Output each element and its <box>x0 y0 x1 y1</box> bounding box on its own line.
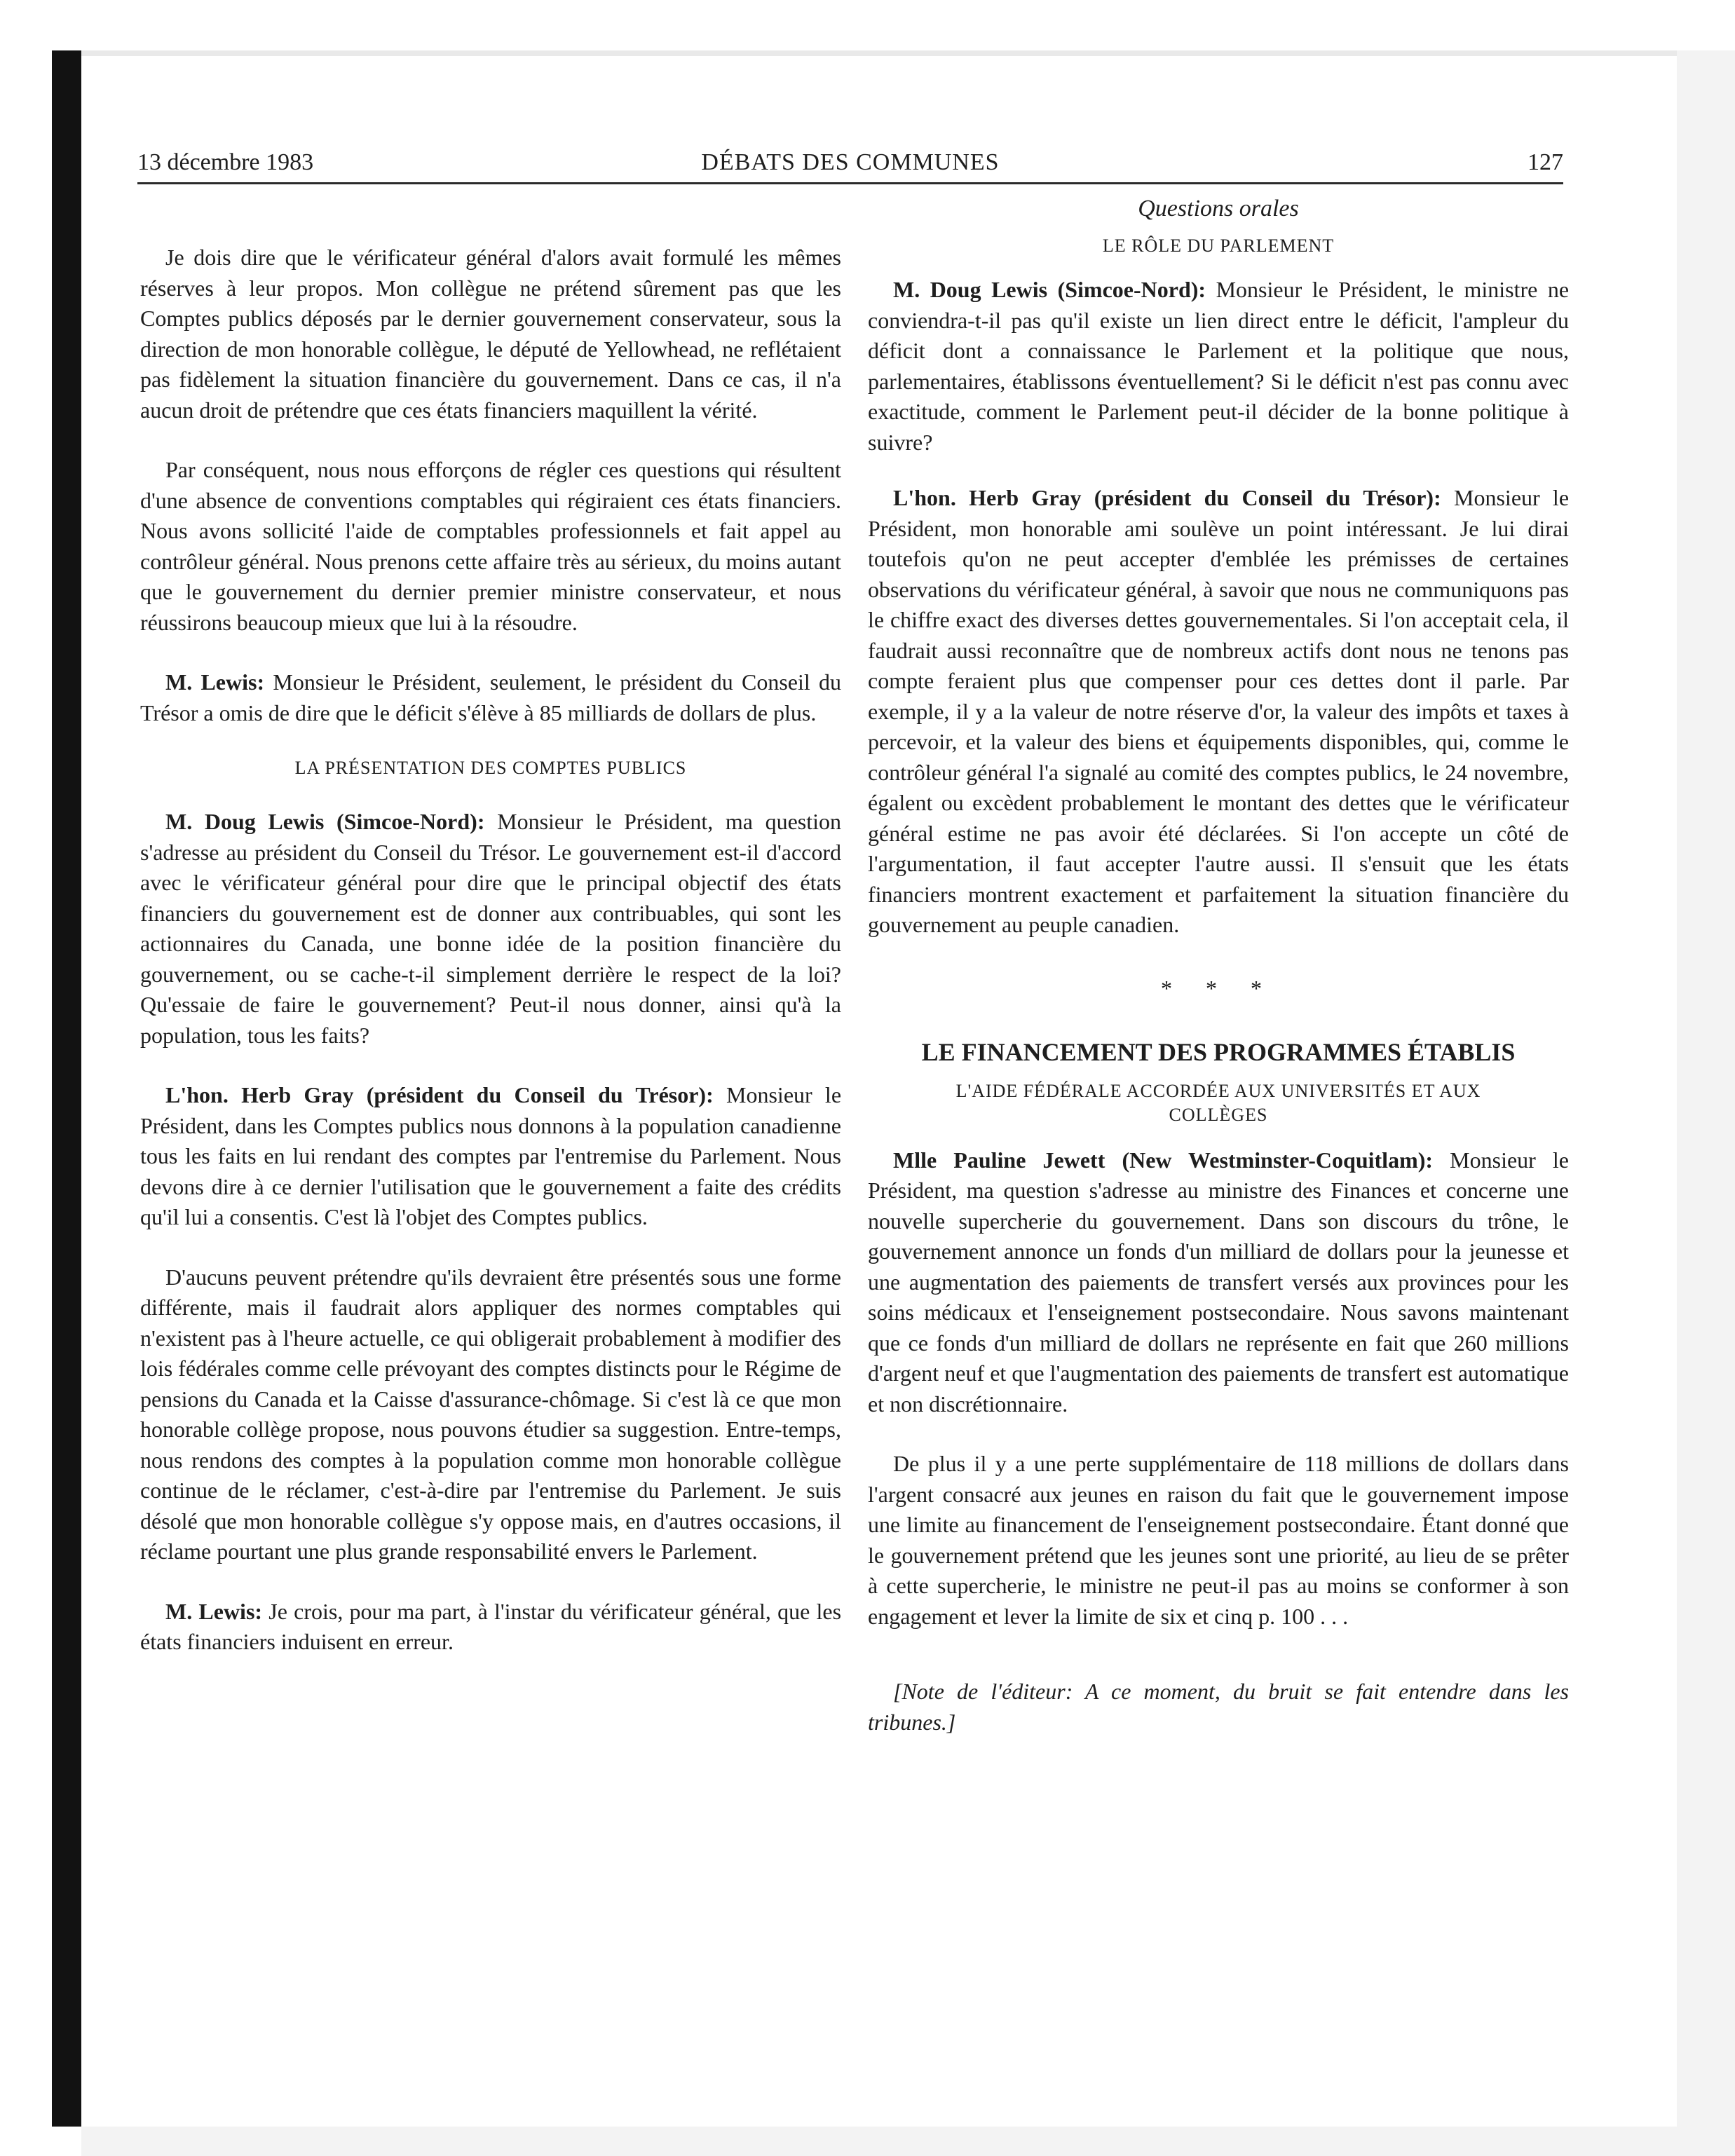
paragraph: Par conséquent, nous nous efforçons de régler ces questions qui résultent d'une absence de conventions comptables qui régiraient ces états financiers. Nous avons sollicité l'aide de comptables professionnels et fait appel au contrôleur général. Nous prenons cette affaire très au sérieux, du moins autant que le gouvernement du dernier premier ministre conservateur, et nous réussirons beaucoup mieux que lui à la résoudre. <box>140 457 841 635</box>
paragraph <box>140 807 841 1051</box>
header-date: 13 décembre 1983 <box>137 149 314 175</box>
paragraph <box>868 483 1569 941</box>
speech-text: Monsieur le Président, le ministre ne conviendra-t-il pas qu'il existe un lien direct entre le déficit, l'ampleur du déficit dont a connaissance le Parlement et la politique que nous, parlementaires, établissons éventuellement? Si le déficit n'est pas connu avec exactitude, comment le Parlement peut-il décider de la bonne politique à suivre? <box>868 277 1570 455</box>
speaker-name: L'hon. Herb Gray (président du Conseil du Trésor): <box>165 1082 714 1107</box>
page-header <box>137 143 1563 184</box>
speech-text: Monsieur le Président, mon honorable ami soulève un point intéressant. Je lui dirai toutefois qu'on ne peut accepter d'emblée les prémisses de certaines observations du vérificateur général, à savoir que nous ne communiquons pas le chiffre exact des diverses dettes gouvernementales. Si l'on acceptait cela, il faudrait aussi reconnaître que de nombreux actifs dont nous ne tenons pas compte feraient plus que compenser pour ces dettes dont il parle. Par exemple, il y a la valeur de notre réserve d'or, la valeur des impôts et taxes à percevoir, et la valeur des biens et équipements disponibles, qui, comme le contrôleur général l'a signalé au comité des comptes publics, le 24 novembre, égalent ou excèdent probablement le montant des dettes que le vérificateur général estime ne pas avoir été déclarées. Si l'on accepte un côté de l'argumentation, il faut accepter l'autre aussi. Il s'ensuit que les états financiers montrent exactement et parfaitement la situation financière du gouvernement au peuple canadien. <box>868 485 1570 937</box>
speech-text: Monsieur le Président, dans les Comptes publics nous donnons à la population canadienne tous les faits en lui rendant des comptes par l'entremise du Parlement. Nous devons dire à ce dernier l'utilisation que le gouvernement a faite des crédits qu'il lui a consentis. C'est là l'objet des Comptes publics. <box>140 1082 842 1229</box>
header-page-number: 127 <box>1528 149 1563 175</box>
right-column <box>868 193 1569 1738</box>
speech-text: Monsieur le Président, ma question s'adresse au président du Conseil du Trésor. Le gouvernement est-il d'accord avec le vérificateur général pour dire que le principal objectif des états financiers du gouvernement est de donner aux contribuables, qui sont les actionnaires du Canada, une bonne idée de la position financière du gouvernement, ou se cache-t-il simplement derrière le respect de la loi? Qu'essaie de faire le gouvernement? Peut-il nous donner, ainsi qu'à la population, tous les faits? <box>140 809 842 1048</box>
editor-note: [Note de l'éditeur: A ce moment, du bruit se fait entendre dans les tribunes.] <box>868 1679 1569 1735</box>
paragraph: De plus il y a une perte supplémentaire de 118 millions de dollars dans l'argent consacré aux jeunes en raison du fait que le gouvernement impose une limite au financement de l'enseignement postsecondaire. Étant donné que le gouvernement prétend que les jeunes sont une priorité, au lieu de se prêter à cette supercherie, le ministre ne peut-il pas au moins se conformer à son engagement et lever la limite de six et cinq p. 100 . . . <box>868 1451 1569 1629</box>
section-heading: LE RÔLE DU PARLEMENT <box>1102 236 1335 256</box>
speaker-name: M. Lewis: <box>165 669 265 695</box>
header-title: DÉBATS DES COMMUNES <box>701 149 1000 175</box>
scan-right-margin <box>1677 50 1735 2127</box>
section-heading: LA PRÉSENTATION DES COMPTES PUBLICS <box>294 758 687 778</box>
paragraph: Je dois dire que le vérificateur général d'alors avait formulé les mêmes réserves à leur propos. Mon collègue ne prétend sûrement pas que les Comptes publics déposés par le dernier gouvernement conservateur, sous la direction de mon honorable collègue, le député de Yellowhead, ne reflétaient pas fidèlement la situation financière du gouvernement. Dans ce cas, il n'a aucun droit de prétendre que ces états financiers maquillent la vérité. <box>140 245 841 423</box>
section-heading-bold: LE FINANCEMENT DES PROGRAMMES ÉTABLIS <box>921 1037 1516 1066</box>
speaker-name: M. Doug Lewis (Simcoe-Nord): <box>893 277 1206 302</box>
speaker-name: L'hon. Herb Gray (président du Conseil du Trésor): <box>893 485 1441 510</box>
section-separator: * * * <box>1161 975 1276 1001</box>
scan-binding-edge <box>52 50 81 2127</box>
paragraph <box>140 1597 841 1658</box>
section-subheading: L'AIDE FÉDÉRALE ACCORDÉE AUX UNIVERSITÉS ET AUX COLLÈGES <box>955 1080 1481 1125</box>
paragraph <box>868 1145 1569 1420</box>
speaker-name: Mlle Pauline Jewett (New Westminster-Coquitlam): <box>893 1147 1434 1173</box>
paragraph <box>140 667 841 728</box>
speech-text: Monsieur le Président, ma question s'adresse au ministre des Finances et concerne une nouvelle supercherie du gouvernement. Dans son discours du trône, le gouvernement annonce un fonds d'un milliard de dollars pour la jeunesse et une augmentation des paiements de transfert versés aux provinces pour les soins médicaux et l'enseignement postsecondaire. Nous savons maintenant que ce fonds d'un milliard de dollars ne représente en fait que 260 millions d'argent neuf et que l'augmentation des paiements de transfert est automatique et non discrétionnaire. <box>868 1147 1570 1417</box>
paragraph: D'aucuns peuvent prétendre qu'ils devraient être présentés sous une forme différente, mais il faudrait alors appliquer des normes comptables qui n'existent pas à l'heure actuelle, ce qui obligerait probablement à modifier des lois fédérales comme celle prévoyant des comptes distincts pour le Régime de pensions du Canada et la Caisse d'assurance-chômage. Si c'est là ce que mon honorable collège propose, nous pouvons étudier sa suggestion. Entre-temps, nous rendons des comptes à la population comme mon honorable collègue continue de le réclamer, c'est-à-dire par l'entremise du Parlement. Je suis désolé que mon honorable collègue s'y oppose mais, en d'autres occasions, il réclame pourtant une plus grande responsabilité envers le Parlement. <box>140 1264 841 1564</box>
speaker-name: M. Lewis: <box>165 1598 263 1624</box>
scan-top-margin <box>81 50 1694 56</box>
section-title: Questions orales <box>1138 196 1299 221</box>
paragraph <box>140 1080 841 1233</box>
left-column <box>140 193 841 1658</box>
speech-text: Je crois, pour ma part, à l'instar du vérificateur général, que les états financiers induisent en erreur. <box>140 1598 842 1654</box>
speaker-name: M. Doug Lewis (Simcoe-Nord): <box>165 809 485 834</box>
speech-text: Monsieur le Président, seulement, le président du Conseil du Trésor a omis de dire que le déficit s'élève à 85 milliards de dollars de plus. <box>140 669 842 725</box>
paragraph <box>868 275 1569 458</box>
scan-bottom-margin <box>81 2127 1735 2156</box>
